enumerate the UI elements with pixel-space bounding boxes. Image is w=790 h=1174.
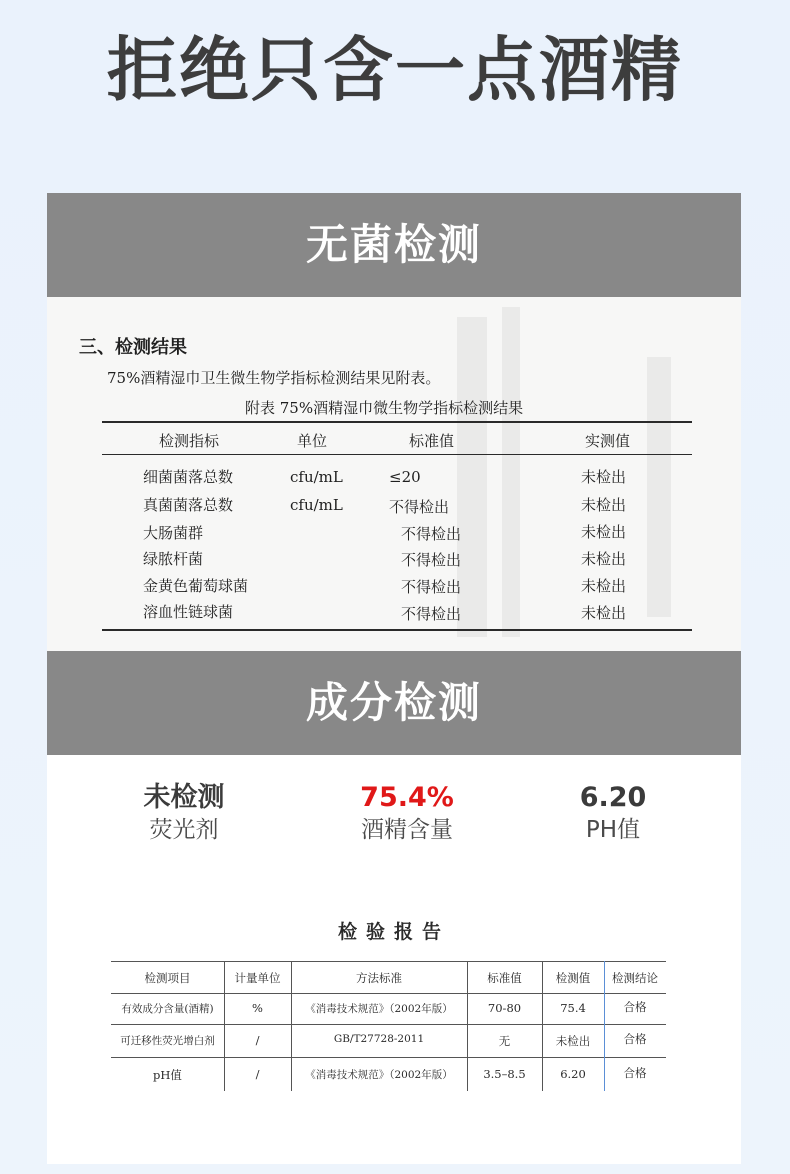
report-cell: 75.4: [560, 1001, 586, 1015]
scan-cell: 未检出: [581, 577, 627, 595]
report-cell: 合格: [623, 1066, 647, 1080]
scan-cell: cfu/mL: [290, 496, 343, 514]
report-header: 计量单位: [234, 971, 281, 985]
scan-cell: 不得检出: [401, 525, 462, 543]
scan-cell: cfu/mL: [290, 468, 343, 486]
scan-cell: 未检出: [581, 523, 627, 541]
scan-cell: 溶血性链球菌: [143, 603, 234, 621]
scan-cell: 大肠菌群: [143, 524, 204, 542]
scan-top-rule: [102, 421, 692, 423]
scan-cell: 未检出: [581, 496, 627, 514]
report-cell: 合格: [623, 1032, 647, 1046]
stat-label: PH值: [585, 817, 641, 843]
report-header: 检测结论: [612, 971, 658, 985]
report-header: 方法标准: [356, 971, 402, 985]
report-cell: 无: [498, 1034, 511, 1048]
report-header: 检测值: [555, 971, 591, 985]
report-cell: 《消毒技术规范》（2002年版）: [305, 1069, 453, 1081]
report-cell: 70-80: [487, 1001, 522, 1015]
scan-header-standard: 标准值: [409, 432, 455, 450]
scan-section-heading: 三、检测结果: [79, 337, 187, 358]
sterile-test-header: 无菌检测: [47, 193, 741, 297]
scan-cell: 绿脓杆菌: [143, 550, 204, 568]
stat-label: 酒精含量: [361, 817, 453, 843]
report-header: 检测项目: [144, 971, 191, 985]
scan-cell: 真菌菌落总数: [143, 496, 234, 514]
report-cell: /: [255, 1033, 260, 1047]
scan-cell: 不得检出: [401, 551, 462, 569]
inspection-report: [47, 865, 741, 1164]
stat-alcohol: [307, 781, 507, 845]
scan-cell: ≤20: [389, 468, 421, 486]
report-cell: pH值: [153, 1068, 182, 1082]
report-cell: 3.5–8.5: [483, 1067, 526, 1081]
report-cell: 未检出: [555, 1034, 591, 1048]
scan-header-rule: [102, 454, 692, 455]
ingredient-test-header: 成分检测: [47, 651, 741, 755]
scan-intro: 75%酒精湿巾卫生微生物学指标检测结果见附表。: [107, 369, 441, 387]
stat-value: 75.4%: [360, 782, 454, 813]
page-title: 拒绝只含一点酒精: [107, 29, 683, 111]
report-cell: 可迁移性荧光增白剂: [120, 1035, 215, 1047]
scan-cell: 细菌菌落总数: [143, 468, 234, 486]
scan-cell: 不得检出: [401, 578, 462, 596]
stat-value: 6.20: [579, 782, 647, 813]
report-cell: 有效成分含量(酒精): [121, 1003, 214, 1015]
stat-value: 未检测: [143, 782, 225, 813]
scan-cell: 不得检出: [401, 605, 462, 623]
stat-label: 荧光剂: [149, 817, 219, 843]
scan-bottom-rule: [102, 629, 692, 631]
scan-header-measured: 实测值: [585, 432, 631, 450]
stat-fluorescent: [84, 781, 284, 845]
report-cell: 合格: [623, 1000, 647, 1014]
report-cell: /: [255, 1067, 260, 1081]
scan-cell: 未检出: [581, 468, 627, 486]
report-cell: 6.20: [560, 1067, 586, 1081]
scan-table-caption: 附表 75%酒精湿巾微生物学指标检测结果: [245, 399, 524, 417]
report-header: 标准值: [487, 971, 522, 985]
report-title: 检验报告: [337, 921, 450, 943]
scan-cell: 金黄色葡萄球菌: [143, 577, 249, 595]
report-cell: GB/T27728-2011: [333, 1033, 425, 1045]
scan-header-indicator: 检测指标: [159, 432, 220, 450]
scan-header-unit: 单位: [297, 432, 328, 450]
stat-ph: [513, 781, 713, 845]
scan-cell: 未检出: [581, 550, 627, 568]
ingredient-stats: [47, 755, 741, 865]
scan-cell: 未检出: [581, 604, 627, 622]
report-cell: %: [252, 1001, 263, 1015]
sterility-scan-document: [47, 297, 741, 651]
scan-cell: 不得检出: [389, 498, 450, 516]
report-cell: 《消毒技术规范》（2002年版）: [305, 1003, 453, 1015]
